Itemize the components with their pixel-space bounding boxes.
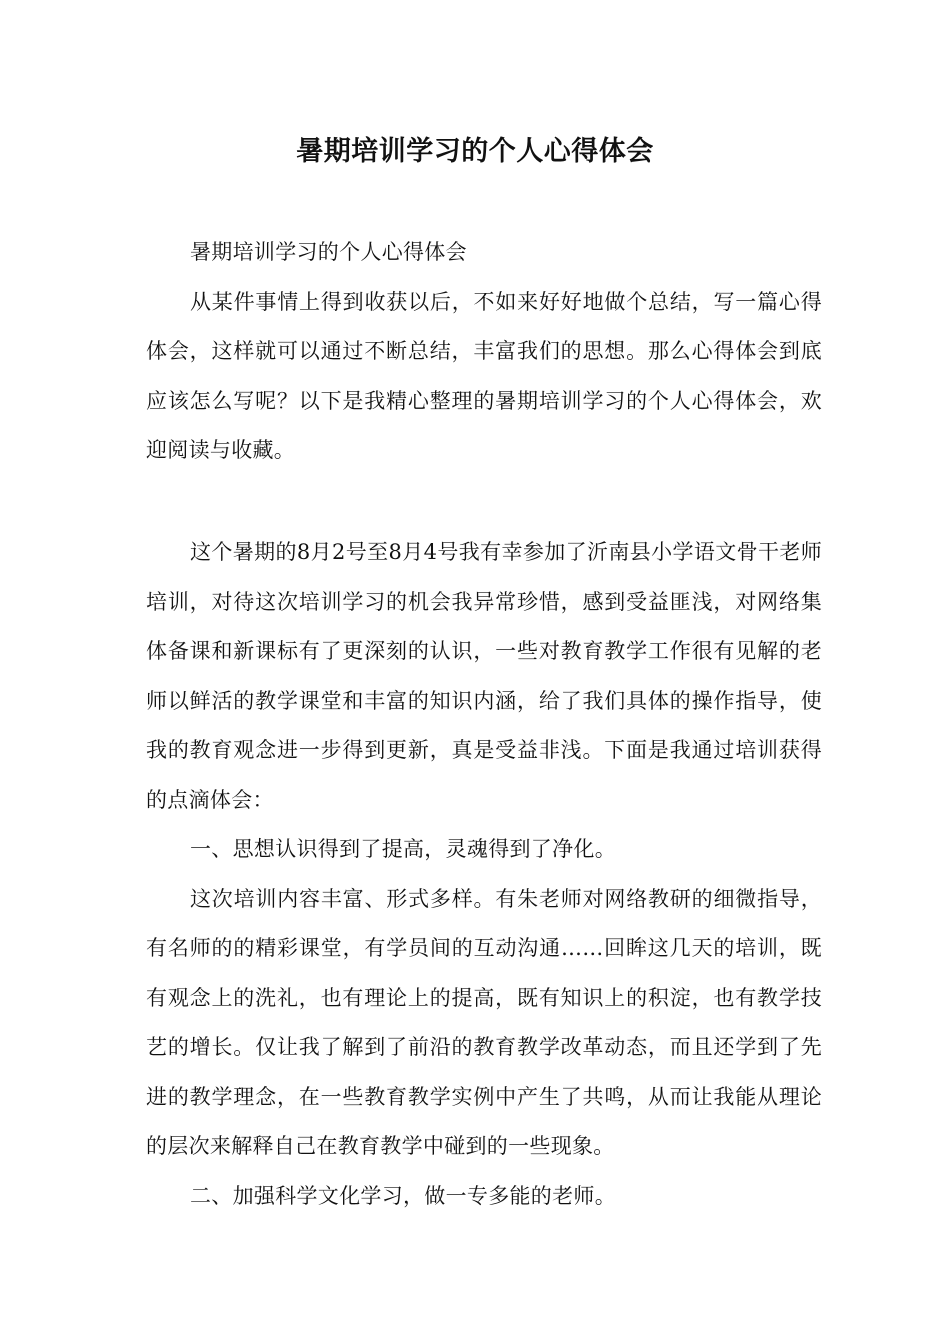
document-title: 暑期培训学习的个人心得体会	[296, 136, 654, 167]
intro-heading: 暑期培训学习的个人心得体会	[190, 240, 467, 264]
intro-paragraph: 从某件事情上得到收获以后，不如来好好地做个总结，写一篇心得体会，这样就可以通过不断总结，丰富我们的思想。那么心得体会到底应该怎么写呢？以下是我精心整理的暑期培训学习的个人心得体会，欢迎阅读与收藏。	[146, 289, 822, 462]
section-heading-two: 二、加强科学文化学习，做一专多能的老师。	[190, 1183, 616, 1208]
intro-section	[146, 228, 822, 476]
section-heading-one: 一、思想认识得到了提高，灵魂得到了净化。	[190, 837, 616, 861]
paragraph-training-overview: 这个暑期的8月2号至8月4号我有幸参加了沂南县小学语文骨干老师培训，对待这次培训学习的机会我异常珍惜，感到受益匪浅，对网络集体备课和新课标有了更深刻的认识，一些对教育教学工作很有见解的老师以鲜活的教学课堂和丰富的知识内涵，给了我们具体的操作指导，使我的教育观念进一步得到更新，真是受益非浅。下面是我通过培训获得的点滴体会：	[146, 540, 822, 812]
paragraph-training-content: 这次培训内容丰富、形式多样。有朱老师对网络教研的细微指导，有名师的的精彩课堂，有学员间的互动沟通……回眸这几天的培训，既有观念上的洗礼，也有理论上的提高，既有知识上的积淀，也有教学技艺的增长。仅让我了解到了前沿的教育教学改革动态，而且还学到了先进的教学理念，在一些教育教学实例中产生了共鸣，从而让我能从理论的层次来解释自己在教育教学中碰到的一些现象。	[146, 886, 822, 1158]
main-section	[146, 528, 822, 1221]
